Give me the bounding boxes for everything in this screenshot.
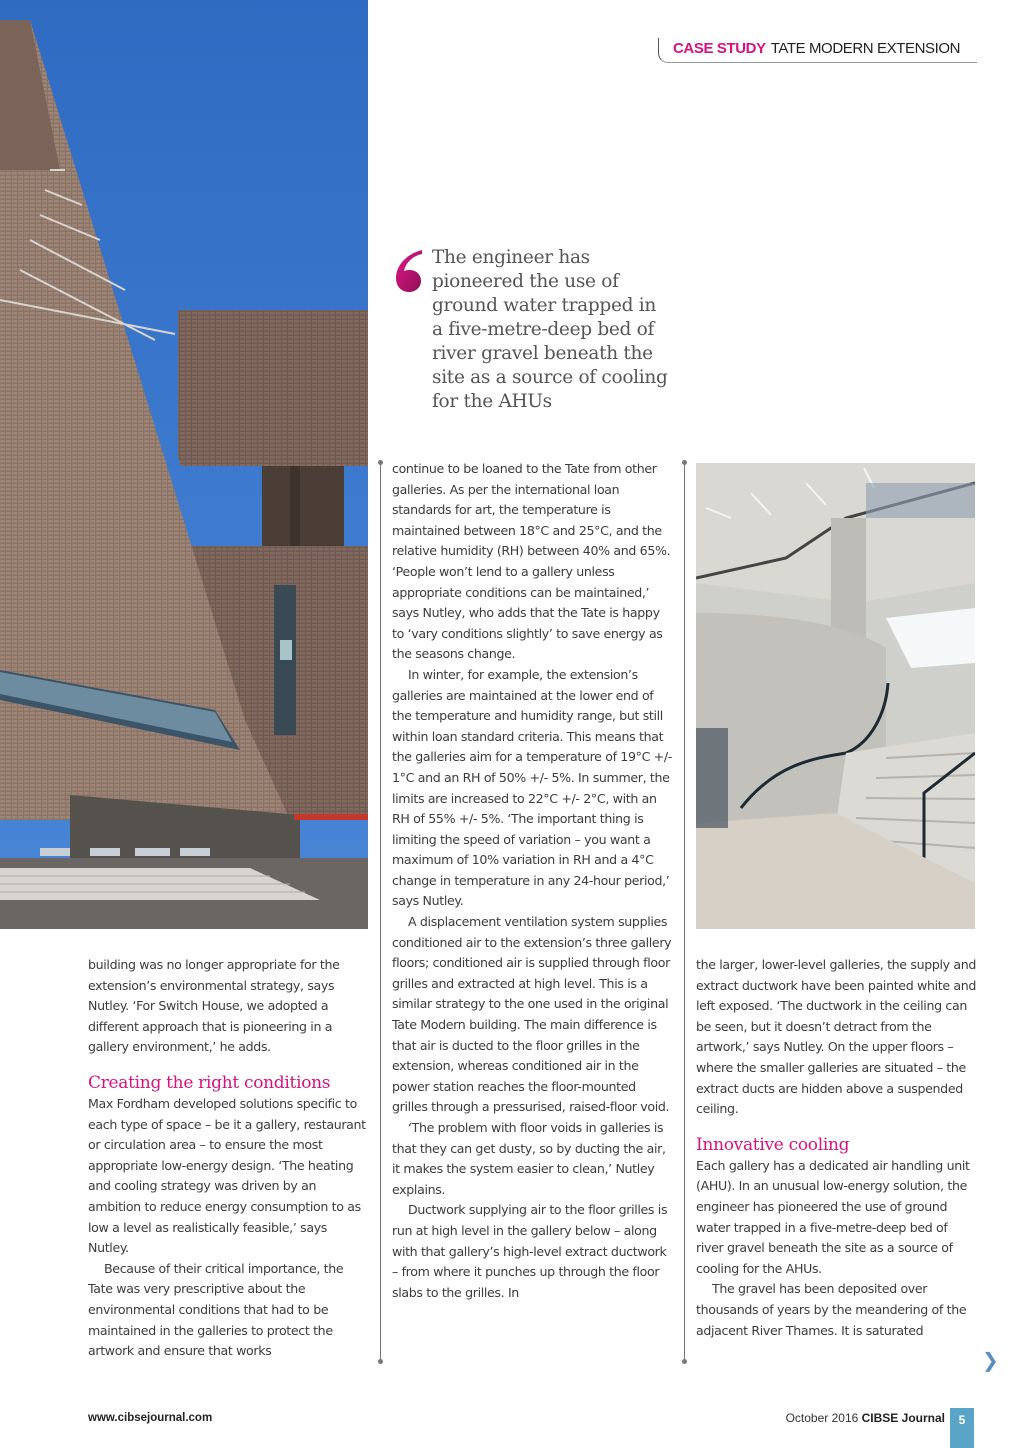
paragraph: building was no longer appropriate for the extension’s environmental strategy, says Nutley. ‘For Switch House, we adopted a different approach that is pioneering in a gallery environment,’ he adds. xyxy=(88,957,340,1055)
footer-issue xyxy=(760,1411,945,1425)
issue-date: October 2016 xyxy=(785,1411,859,1425)
publication-name: CIBSE Journal xyxy=(861,1411,945,1425)
section-header xyxy=(658,38,977,63)
pull-quote: The engineer has pioneered the use of ground water trapped in a five-metre-deep bed of river gravel beneath the site as a source of cooling for the AHUs xyxy=(432,247,668,412)
article-column-3 xyxy=(696,955,978,1341)
column-divider xyxy=(684,462,685,1362)
tate-exterior-illustration xyxy=(0,0,368,929)
subheading-innovative-cooling: Innovative cooling xyxy=(696,1134,850,1155)
exterior-photo xyxy=(0,0,368,929)
paragraph: Max Fordham developed solutions specific to each type of space – be it a gallery, restaurant or circulation area – to ensure the most appropriate low-energy design. ‘The heating and cooling strategy was driven by an ambition to reduce energy consumption to as low a level as realistically feasible,’ says Nutley. xyxy=(88,1095,366,1256)
page-number: 5 xyxy=(950,1408,974,1448)
column-divider xyxy=(380,462,381,1362)
footer-url[interactable]: www.cibsejournal.com xyxy=(88,1412,213,1424)
paragraph: ‘The problem with floor voids in galleries is that they can get dusty, so by ducting the air, it makes the system easier to clean,’ Nutley explains. xyxy=(392,1120,666,1197)
paragraph: the larger, lower-level galleries, the supply and extract ductwork have been painted white and left exposed. ‘The ductwork in the ceiling can be seen, but it doesn’t detract from the artwork,’ says Nutley. On the upper floors – where the smaller galleries are situated – the extract ducts are hidden above a suspended ceiling. xyxy=(696,957,977,1117)
staircase-illustration xyxy=(696,463,975,929)
article-column-2 xyxy=(392,459,674,1303)
chevron-right-icon[interactable]: ❯ xyxy=(982,1348,999,1372)
paragraph: A displacement ventilation system supplies conditioned air to the extension’s three gallery floors; conditioned air is supplied through floor grilles and extracted at high level. This is a similar strategy to the one used in the original Tate Modern building. The main difference is that air is ducted to the floor grilles in the extension, whereas conditioned air in the power station reaches the floor-mounted grilles through a pressurised, raised-floor void. xyxy=(392,914,672,1115)
paragraph: Each gallery has a dedicated air handling unit (AHU). In an unusual low-energy solution, the engineer has pioneered the use of ground water trapped in a five-metre-deep bed of river gravel beneath the site as a source of cooling for the AHUs. xyxy=(696,1157,970,1276)
article-column-1 xyxy=(88,955,370,1362)
paragraph: Ductwork supplying air to the floor grilles is run at high level in the gallery below – along with that gallery’s high-level extract ductwork – from where it punches up through the floor slabs to the grilles. In xyxy=(392,1202,668,1300)
open-quote-icon xyxy=(392,248,428,296)
paragraph: The gravel has been deposited over thousands of years by the meandering of the adjacent River Thames. It is saturated xyxy=(696,1281,967,1338)
paragraph: Because of their critical importance, the Tate was very prescriptive about the environmental conditions that had to be maintained in the galleries to protect the artwork and ensure that works xyxy=(88,1260,344,1359)
paragraph: In winter, for example, the extension’s galleries are maintained at the lower end of the temperature and humidity range, but still within loan standard criteria. This means that the galleries aim for a temperature of 19°C +/- 1°C and an RH of 50% +/- 5%. In summer, the limits are increased to 22°C +/- 2°C, with an RH of 55% +/- 5%. ‘The important thing is limiting the speed of variation – you want a maximum of 10% variation in RH and a 4°C change in temperature in any 24-hour period,’ says Nutley. xyxy=(392,666,672,909)
article-title: TATE MODERN EXTENSION xyxy=(770,40,961,57)
staircase-photo xyxy=(696,463,975,929)
section-label: CASE STUDY xyxy=(673,40,766,57)
subheading-creating-conditions: Creating the right conditions xyxy=(88,1072,331,1093)
paragraph: continue to be loaned to the Tate from other galleries. As per the international loan standards for art, the temperature is maintained between 18°C and 25°C, and the relative humidity (RH) between 40% and 65%. ‘People won’t lend to a gallery unless appropriate conditions can be maintained,’ says Nutley, who adds that the Tate is happy to ‘vary conditions slightly’ to save energy as the seasons change. xyxy=(392,461,671,662)
